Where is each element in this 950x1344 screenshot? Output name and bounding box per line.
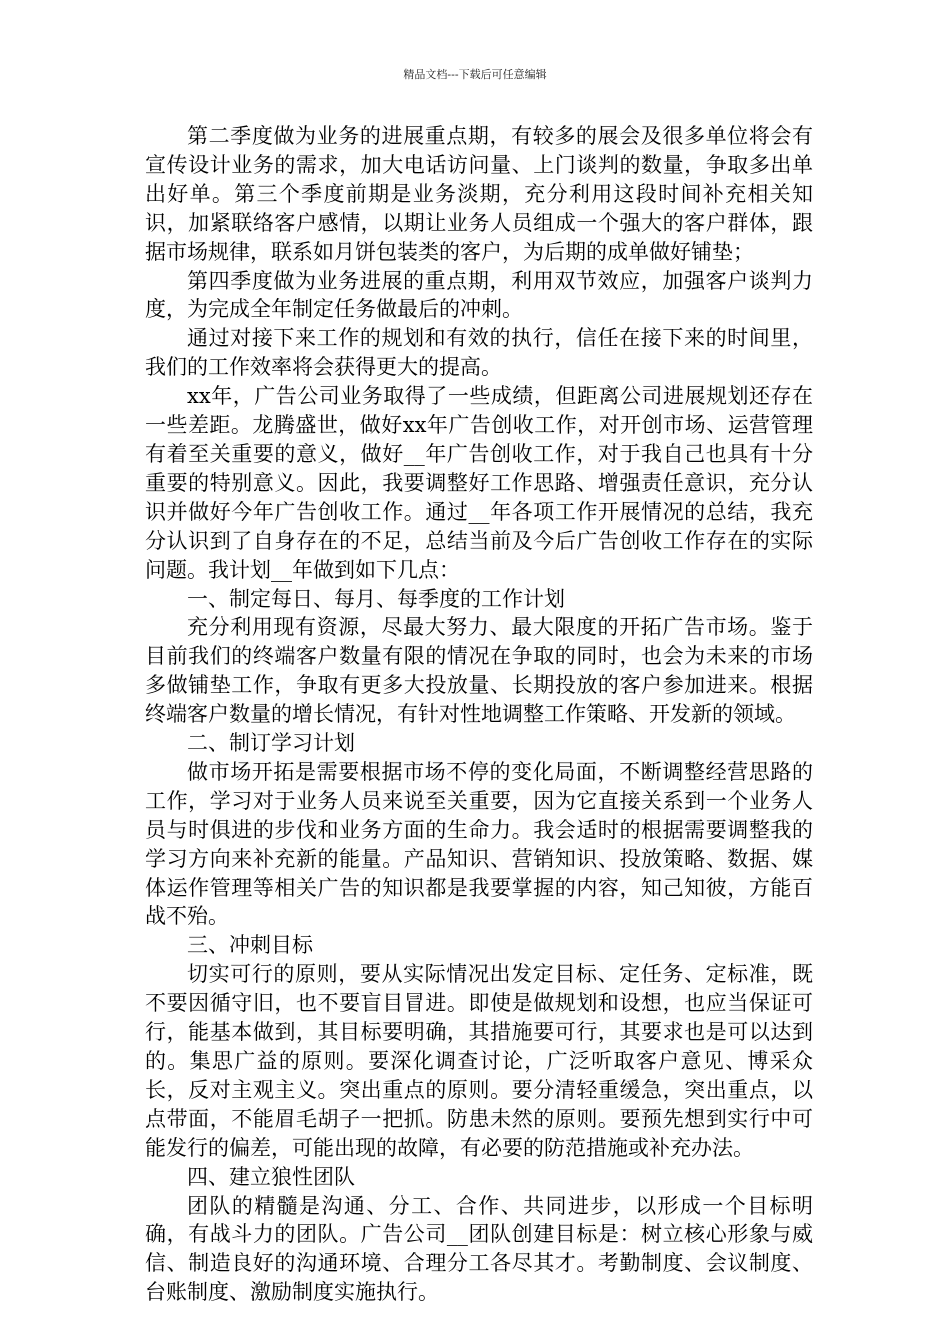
paragraph-annual-review: xx年，广告公司业务取得了一些成绩，但距离公司进展规划还存在一些差距。龙腾盛世，做好xx年广告创收工作，对开创市场、运营管理有着至关重要的意义，做好__年广告创收工作，对于我自己也具有十分重要的特别意义。因此，我要调整好工作思路、增强责任意识，充分认识并做好今年广告创收工作。通过__年各项工作开展情况的总结，我充分认识到了自身存在的不足，总结当前及今后广告创收工作存在的实际问题。我计划__年做到如下几点：: [145, 384, 813, 582]
paragraph-work-plan: 充分利用现有资源，尽最大努力、最大限度的开拓广告市场。鉴于目前我们的终端客户数量有限的情况在争取的同时，也会为未来的市场 多做铺垫工作，争取有更多大投放量、长期投放的客户参加进来。根据终端客户数量的增长情况，有针对性地调整工作策略、开发新的领域。: [145, 615, 813, 727]
section-heading-study-plan: 二、制订学习计划: [187, 731, 355, 756]
paragraph-q2-q3-plan: 第二季度做为业务的进展重点期，有较多的展会及很多单位将会有宣传设计业务的需求，加大电话访问量、上门谈判的数量，争取多出单出好单。第三个季度前期是业务淡期，充分利用这段时间补充相关知识，加紧联络客户感情，以期让业务人员组成一个强大的客户群体，跟据市场规律，联系如月饼包装类的客户，为后期的成单做好铺垫；: [145, 124, 813, 264]
paragraph-execution: 通过对接下来工作的规划和有效的执行，信任在接下来的时间里，我们的工作效率将会获得更大的提高。: [145, 326, 813, 380]
page-header: 精品文档---下载后可任意编辑: [403, 68, 547, 81]
section-heading-goals: 三、冲刺目标: [187, 933, 313, 958]
paragraph-goals: 切实可行的原则，要从实际情况出发定目标、定任务、定标准，既不要因循守旧，也不要盲目冒进。即使是做规划和设想，也应当保证可行，能基本做到，其目标要明确，其措施要可行，其要求也是可以达到的。集思广益的原则。要深化调查讨论，广泛听取客户意见、博采众长，反对主观主义。突出重点的原则。要分清轻重缓急，突出重点，以点带面，不能眉毛胡子一把抓。防患未然的原则。要预先想到实行中可能发行的偏差，可能出现的故障，有必要的防范措施或补充办法。: [145, 962, 813, 1160]
paragraph-study-plan: 做市场开拓是需要根据市场不停的变化局面，不断调整经营思路的工作，学习对于业务人员来说至关重要，因为它直接关系到一个业务人员与时俱进的步伐和业务方面的生命力。我会适时的根据需要调整我的学习方向来补充新的能量。产品知识、营销知识、投放策略、数据、媒体运作管理等相关广告的知识都是我要掌握的内容，知己知彼，方能百战不殆。: [145, 759, 813, 929]
paragraph-team: 团队的精髓是沟通、分工、合作、共同进步，以形成一个目标明确，有战斗力的团队。广告公司__团队创建目标是：树立核心形象与威信、制造良好的沟通环境、合理分工各尽其才。考勤制度、会议制度、台账制度、激励制度实施执行。: [145, 1193, 813, 1305]
section-heading-work-plan: 一、制定每日、每月、每季度的工作计划: [187, 586, 565, 611]
paragraph-q4-plan: 第四季度做为业务进展的重点期，利用双节效应，加强客户谈判力度，为完成全年制定任务做最后的冲刺。: [145, 268, 813, 322]
section-heading-team: 四、建立狼性团队: [187, 1164, 355, 1189]
document-body: [145, 122, 813, 1307]
